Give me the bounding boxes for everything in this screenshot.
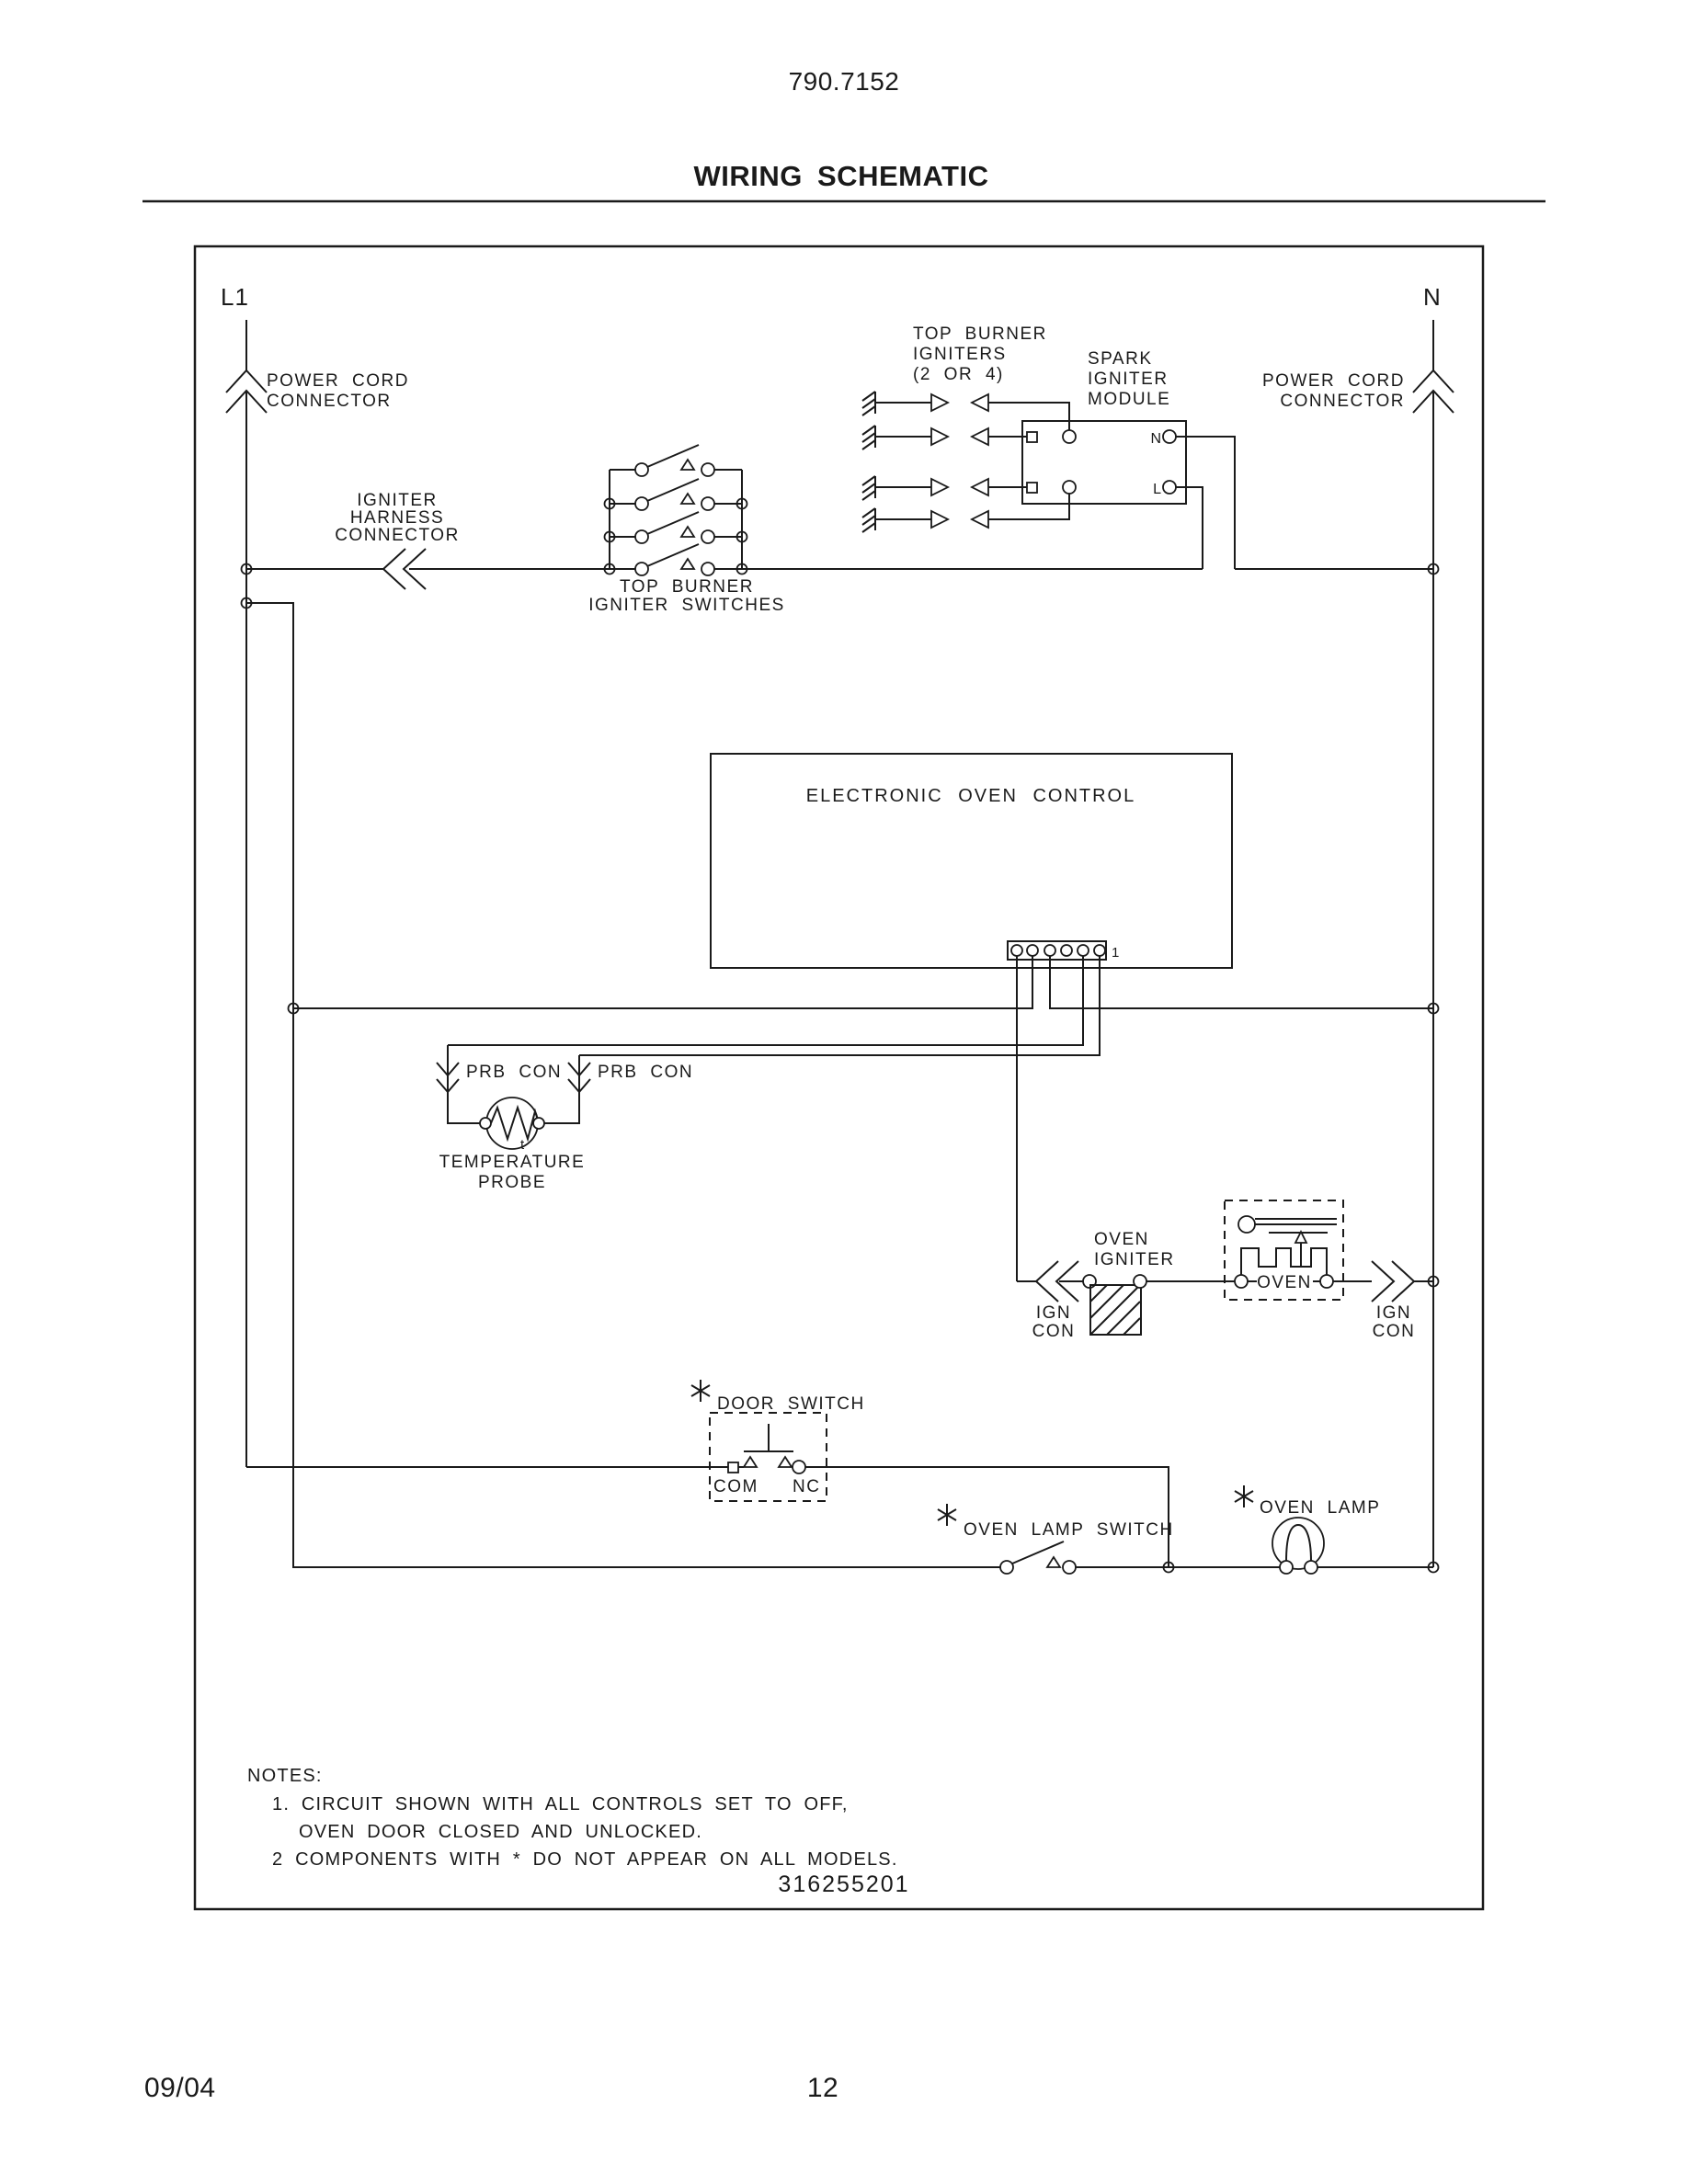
module-terminal <box>1063 430 1076 443</box>
spark-gap-triangle <box>972 511 988 528</box>
module-l-terminal-label: L <box>1153 482 1161 497</box>
ground-icon <box>862 392 875 415</box>
notes-block <box>247 1766 898 1870</box>
module-box <box>1022 421 1186 504</box>
module-terminal-square <box>1027 432 1037 442</box>
module-terminal <box>1063 481 1076 494</box>
contact-triangle <box>744 1457 757 1467</box>
power-cord-label-line2: CONNECTOR <box>1280 392 1405 411</box>
wire-eoc-l1branch <box>293 956 1032 1008</box>
prb-con-label: PRB CON <box>466 1063 563 1082</box>
eoc-pin <box>1078 945 1089 956</box>
power-cord-label-line1: POWER CORD <box>1262 371 1405 391</box>
spark-gap-triangle <box>931 428 948 445</box>
module-terminal-n <box>1163 430 1176 443</box>
contact-triangle <box>681 494 694 504</box>
ground-icon <box>862 476 875 500</box>
contact-triangle <box>681 460 694 470</box>
wire-eoc-neutral <box>1050 956 1433 1008</box>
ign-con-label-line2: CON <box>1032 1322 1076 1341</box>
schematic-part-number: 316255201 <box>778 1871 910 1897</box>
asterisk-marker <box>691 1380 710 1402</box>
spark-gap-triangle <box>931 511 948 528</box>
igniter-row <box>862 494 1069 532</box>
eoc-pin <box>1027 945 1038 956</box>
igniter-hatching <box>1090 1285 1140 1335</box>
wire <box>988 494 1069 519</box>
switch-terminal <box>701 563 714 575</box>
page-footer <box>144 2073 838 2103</box>
eoc-title: ELECTRONIC OVEN CONTROL <box>805 786 1136 806</box>
module-label-line2: IGNITER <box>1088 370 1169 389</box>
module-label-line1: SPARK <box>1088 349 1153 369</box>
igniter-row <box>862 476 1027 500</box>
igniter-harness-connector <box>335 491 460 589</box>
oven-igniter-circuit <box>1017 1200 1433 1341</box>
wire <box>448 1045 480 1123</box>
wire-eoc-probe1 <box>448 956 1083 1045</box>
footer-date: 09/04 <box>144 2073 216 2103</box>
door-switch-plunger <box>744 1424 793 1451</box>
switches-label-line1: TOP BURNER <box>620 577 754 597</box>
eoc-pin1-label: 1 <box>1112 945 1120 961</box>
spark-igniter-module <box>1022 349 1235 569</box>
probe-terminal <box>480 1118 491 1129</box>
wire-module-l <box>1176 487 1203 569</box>
l1-power-side <box>221 283 409 1467</box>
top-burner-igniters <box>862 324 1069 532</box>
page-header <box>143 67 1545 201</box>
notes-heading: NOTES: <box>247 1766 323 1786</box>
note-1-line2: OVEN DOOR CLOSED AND UNLOCKED. <box>299 1822 702 1842</box>
oven-igniter-label-line2: IGNITER <box>1094 1250 1175 1269</box>
n-power-side <box>1262 283 1454 1567</box>
valve-lines <box>1255 1219 1337 1233</box>
probe-label-line2: PROBE <box>477 1173 547 1192</box>
model-number: 790.7152 <box>788 67 900 96</box>
igniters-label-line3: (2 OR 4) <box>913 365 1004 384</box>
ign-connector-icon <box>1036 1261 1058 1302</box>
power-cord-connector-icon <box>226 370 267 392</box>
igniter-terminal <box>1134 1275 1146 1288</box>
nc-label: NC <box>793 1477 821 1496</box>
wire <box>988 403 1069 430</box>
page-title: WIRING SCHEMATIC <box>693 160 989 192</box>
ground-icon <box>862 508 875 532</box>
switch-terminal <box>701 497 714 510</box>
eoc-pin <box>1061 945 1072 956</box>
spark-gap-triangle <box>972 479 988 495</box>
wire <box>805 1467 1169 1567</box>
switch-terminal <box>635 530 648 543</box>
igniters-label-line1: TOP BURNER <box>913 324 1047 344</box>
lamp-terminal <box>1280 1561 1293 1574</box>
com-label: COM <box>713 1477 758 1496</box>
module-n-terminal-label: N <box>1150 431 1161 447</box>
harness-label-line3: CONNECTOR <box>335 526 460 545</box>
n-label: N <box>1423 283 1442 311</box>
power-cord-connector-icon <box>1413 370 1454 392</box>
switch-terminal <box>635 563 648 575</box>
lamp-filament <box>1286 1525 1311 1562</box>
harness-label-line1: IGNITER <box>357 491 438 510</box>
switch-terminal <box>701 463 714 476</box>
oven-box-label: OVEN <box>1257 1273 1312 1292</box>
valve-coil-icon <box>1238 1216 1255 1233</box>
com-terminal <box>728 1462 738 1473</box>
top-burner-igniter-switches <box>588 445 785 615</box>
wire-eoc-probe2 <box>579 956 1100 1055</box>
module-terminal-square <box>1027 483 1037 493</box>
switches-label-line2: IGNITER SWITCHES <box>588 596 785 615</box>
valve-castellation <box>1241 1248 1327 1275</box>
probe-label-line1: TEMPERATURE <box>439 1153 586 1172</box>
oven-terminal <box>1320 1275 1333 1288</box>
probe-resistor-zigzag <box>491 1108 539 1139</box>
spark-gap-triangle <box>972 394 988 411</box>
door-switch-label: DOOR SWITCH <box>717 1394 865 1414</box>
oven-terminal <box>1235 1275 1248 1288</box>
ign-connector-icon <box>1392 1261 1414 1302</box>
contact-triangle <box>1047 1557 1060 1567</box>
spark-gap-triangle <box>972 428 988 445</box>
power-cord-label-line2: CONNECTOR <box>267 392 392 411</box>
igniter-row <box>862 392 1069 430</box>
ign-con-label-line2: CON <box>1372 1322 1416 1341</box>
asterisk-marker <box>938 1504 956 1526</box>
eoc-pin <box>1044 945 1055 956</box>
ground-icon <box>862 426 875 449</box>
contact-triangle <box>681 559 694 569</box>
lamp-switch-terminal <box>1063 1561 1076 1574</box>
oven-lamp-label: OVEN LAMP <box>1260 1498 1381 1518</box>
ign-con-label-line1: IGN <box>1035 1303 1072 1323</box>
lamp-terminal <box>1305 1561 1317 1574</box>
footer-page-number: 12 <box>806 2073 839 2103</box>
contact-triangle <box>779 1457 792 1467</box>
l1-label: L1 <box>221 283 249 311</box>
asterisk-marker <box>1235 1485 1253 1507</box>
spark-gap-triangle <box>931 479 948 495</box>
oven-igniter-label-line1: OVEN <box>1094 1230 1149 1249</box>
electronic-oven-control <box>293 754 1433 1281</box>
igniters-label-line2: IGNITERS <box>913 345 1007 364</box>
module-terminal-l <box>1163 481 1176 494</box>
harness-connector-icon <box>383 549 405 589</box>
temperature-probe-circuit <box>437 1045 693 1192</box>
nc-terminal <box>793 1461 805 1473</box>
prb-con-label: PRB CON <box>598 1063 694 1082</box>
power-cord-label-line1: POWER CORD <box>267 371 409 391</box>
switch-terminal <box>701 530 714 543</box>
spark-gap-triangle <box>931 394 948 411</box>
switch-terminal <box>635 463 648 476</box>
oven-lamp-switch-label: OVEN LAMP SWITCH <box>964 1520 1174 1540</box>
lamp-circuit <box>246 603 1433 1574</box>
eoc-pin <box>1094 945 1105 956</box>
module-label-line3: MODULE <box>1088 390 1171 409</box>
harness-label-line2: HARNESS <box>349 508 445 528</box>
probe-t-symbol: t <box>520 1137 525 1153</box>
eoc-pin <box>1011 945 1022 956</box>
igniter-row <box>862 426 1027 449</box>
probe-terminal <box>533 1118 544 1129</box>
note-1-line1: 1. CIRCUIT SHOWN WITH ALL CONTROLS SET TO OFF, <box>272 1794 849 1814</box>
switch-terminal <box>635 497 648 510</box>
ign-con-label-line1: IGN <box>1375 1303 1412 1323</box>
contact-triangle <box>681 527 694 537</box>
lamp-switch-terminal <box>1000 1561 1013 1574</box>
note-2: 2 COMPONENTS WITH * DO NOT APPEAR ON ALL MODELS. <box>272 1849 898 1870</box>
wire-l1-branch <box>246 603 1000 1567</box>
ign-connector-icon <box>1372 1261 1394 1302</box>
